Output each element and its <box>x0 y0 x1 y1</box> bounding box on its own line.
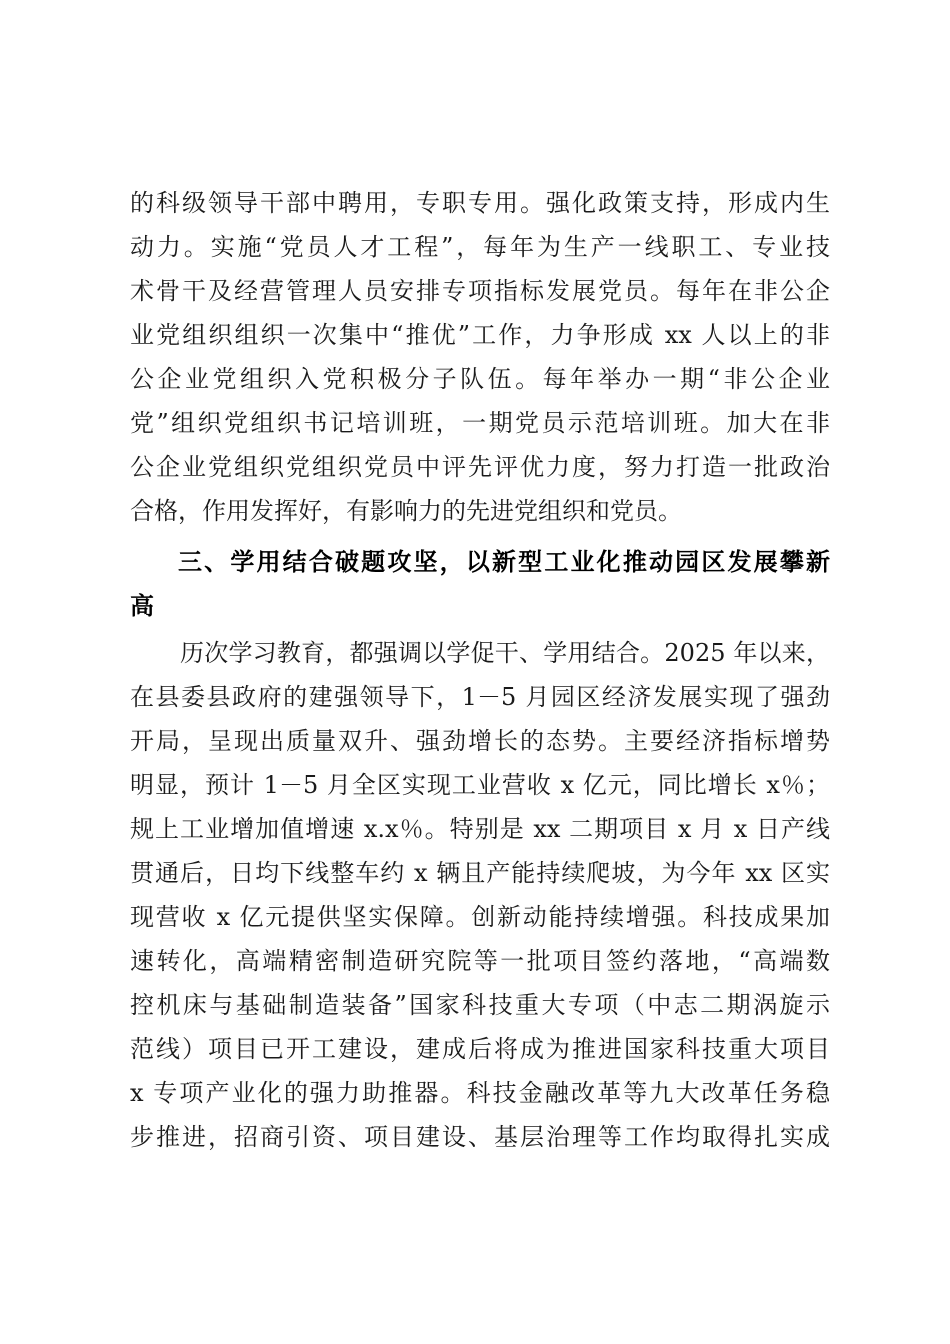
body-line-22: 步推进，招商引资、项目建设、基层治理等工作均取得扎实成 <box>130 1123 830 1151</box>
body-line-17: 现营收 x 亿元提供坚实保障。创新动能持续增强。科技成果加 <box>130 903 830 931</box>
body-line-4: 业党组织组织一次集中“推优”工作，力争形成 xx 人以上的非 <box>130 321 830 349</box>
body-line-2: 动力。实施“党员人才工程”，每年为生产一线职工、专业技 <box>130 233 830 261</box>
section-heading: 三、学用结合破题攻坚，以新型工业化推动园区发展攀新 <box>178 547 830 576</box>
body-line-1: 的科级领导干部中聘用，专职专用。强化政策支持，形成内生 <box>130 189 830 217</box>
body-line-8: 合格，作用发挥好，有影响力的先进党组织和党员。 <box>130 497 682 525</box>
body-line-19: 控机床与基础制造装备”国家科技重大专项（中志二期涡旋示 <box>130 991 830 1019</box>
body-line-16: 贯通后，日均下线整车约 x 辆且产能持续爬坡，为今年 xx 区实 <box>130 859 830 887</box>
body-line-6: 党”组织党组织书记培训班，一期党员示范培训班。加大在非 <box>130 409 830 437</box>
body-line-3: 术骨干及经营管理人员安排专项指标发展党员。每年在非公企 <box>130 277 830 305</box>
section-heading-continued: 高 <box>130 591 154 620</box>
body-line-14: 明显，预计 1－5 月全区实现工业营收 x 亿元，同比增长 x％； <box>130 771 830 799</box>
paragraph-first-line: 历次学习教育，都强调以学促干、学用结合。2025 年以来， <box>180 639 830 667</box>
body-line-15: 规上工业增加值增速 x.x％。特别是 xx 二期项目 x 月 x 日产线 <box>130 815 830 843</box>
body-line-12: 在县委县政府的建强领导下，1－5 月园区经济发展实现了强劲 <box>130 683 830 711</box>
body-line-18: 速转化，高端精密制造研究院等一批项目签约落地，“高端数 <box>130 947 830 975</box>
body-line-7: 公企业党组织党组织党员中评先评优力度，努力打造一批政治 <box>130 453 830 481</box>
body-line-13: 开局，呈现出质量双升、强劲增长的态势。主要经济指标增势 <box>130 727 830 755</box>
body-line-20: 范线）项目已开工建设，建成后将成为推进国家科技重大项目 <box>130 1035 830 1063</box>
body-line-5: 公企业党组织入党积极分子队伍。每年举办一期“非公企业 <box>130 365 830 393</box>
body-line-21: x 专项产业化的强力助推器。科技金融改革等九大改革任务稳 <box>130 1079 830 1107</box>
